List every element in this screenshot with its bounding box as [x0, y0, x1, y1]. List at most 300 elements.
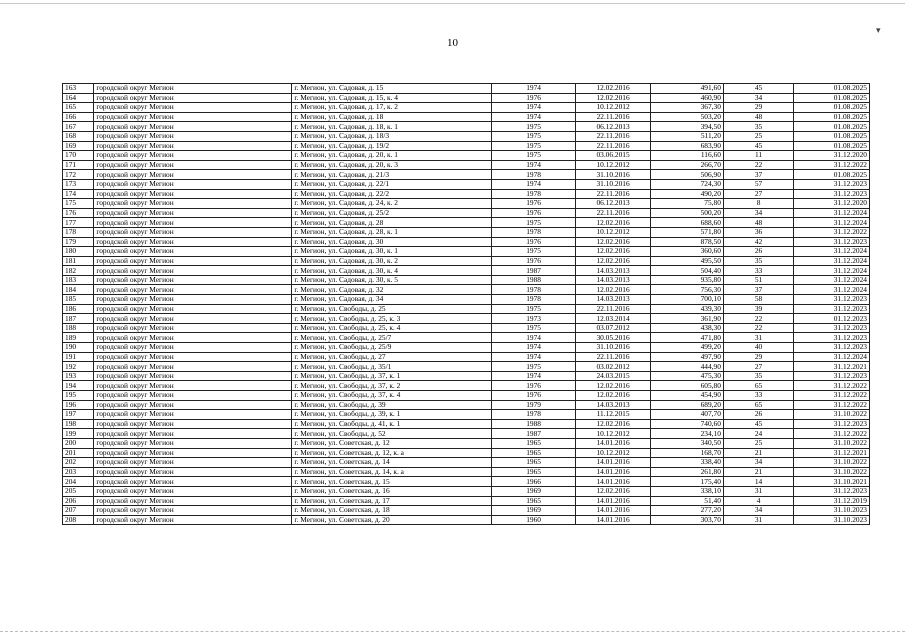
- term-date-cell: 31.12.2019: [794, 496, 870, 506]
- table-row: [63, 84, 870, 94]
- survey-date-cell: 12.02.2016: [575, 247, 651, 257]
- area-cell: 367,30: [651, 103, 723, 113]
- year-built-cell: 1960: [492, 515, 575, 525]
- wear-percent-cell: 45: [723, 141, 793, 151]
- row-number-cell: 198: [63, 419, 94, 429]
- wear-percent-cell: 37: [723, 170, 793, 180]
- year-built-cell: 1987: [492, 266, 575, 276]
- address-cell: г. Мегион, ул. Свободы, д. 37, к. 1: [292, 371, 492, 381]
- address-cell: г. Мегион, ул. Садовая, д. 30, к. 2: [292, 256, 492, 266]
- address-cell: г. Мегион, ул. Свободы, д. 37, к. 4: [292, 391, 492, 401]
- area-cell: 438,30: [651, 323, 723, 333]
- term-date-cell: 31.12.2024: [794, 218, 870, 228]
- row-number-cell: 164: [63, 93, 94, 103]
- year-built-cell: 1979: [492, 400, 575, 410]
- address-cell: г. Мегион, ул. Садовая, д. 28: [292, 218, 492, 228]
- row-number-cell: 205: [63, 486, 94, 496]
- term-date-cell: 31.10.2023: [794, 506, 870, 516]
- row-number-cell: 178: [63, 227, 94, 237]
- survey-date-cell: 22.11.2016: [575, 112, 651, 122]
- term-date-cell: 01.08.2025: [794, 93, 870, 103]
- term-date-cell: 31.12.2022: [794, 160, 870, 170]
- term-date-cell: 31.12.2022: [794, 391, 870, 401]
- area-cell: 303,70: [651, 515, 723, 525]
- area-cell: 407,70: [651, 410, 723, 420]
- table-row: [63, 515, 870, 525]
- municipality-cell: городской округ Мегион: [94, 141, 292, 151]
- area-cell: 506,90: [651, 170, 723, 180]
- term-date-cell: 31.12.2021: [794, 362, 870, 372]
- municipality-cell: городской округ Мегион: [94, 208, 292, 218]
- year-built-cell: 1976: [492, 381, 575, 391]
- year-built-cell: 1975: [492, 151, 575, 161]
- survey-date-cell: 22.11.2016: [575, 189, 651, 199]
- municipality-cell: городской округ Мегион: [94, 515, 292, 525]
- table-row: [63, 275, 870, 285]
- survey-date-cell: 14.03.2013: [575, 275, 651, 285]
- area-cell: 338,10: [651, 486, 723, 496]
- term-date-cell: 31.12.2023: [794, 189, 870, 199]
- row-number-cell: 199: [63, 429, 94, 439]
- municipality-cell: городской округ Мегион: [94, 266, 292, 276]
- wear-percent-cell: 8: [723, 199, 793, 209]
- municipality-cell: городской округ Мегион: [94, 170, 292, 180]
- municipality-cell: городской округ Мегион: [94, 227, 292, 237]
- wear-percent-cell: 14: [723, 477, 793, 487]
- address-cell: г. Мегион, ул. Свободы, д. 35/1: [292, 362, 492, 372]
- area-cell: 261,80: [651, 467, 723, 477]
- area-cell: 491,60: [651, 84, 723, 94]
- table-row: [63, 295, 870, 305]
- term-date-cell: 31.12.2023: [794, 179, 870, 189]
- table-row: [63, 170, 870, 180]
- term-date-cell: 01.08.2025: [794, 170, 870, 180]
- year-built-cell: 1969: [492, 486, 575, 496]
- term-date-cell: 31.12.2023: [794, 333, 870, 343]
- wear-percent-cell: 31: [723, 515, 793, 525]
- table-row: [63, 419, 870, 429]
- year-built-cell: 1974: [492, 84, 575, 94]
- survey-date-cell: 22.11.2016: [575, 304, 651, 314]
- term-date-cell: 01.08.2025: [794, 131, 870, 141]
- row-number-cell: 196: [63, 400, 94, 410]
- municipality-cell: городской округ Мегион: [94, 189, 292, 199]
- table-row: [63, 208, 870, 218]
- wear-percent-cell: 29: [723, 352, 793, 362]
- survey-date-cell: 10.12.2012: [575, 160, 651, 170]
- row-number-cell: 174: [63, 189, 94, 199]
- wear-percent-cell: 25: [723, 131, 793, 141]
- row-number-cell: 183: [63, 275, 94, 285]
- term-date-cell: 31.12.2023: [794, 323, 870, 333]
- row-number-cell: 207: [63, 506, 94, 516]
- wear-percent-cell: 26: [723, 410, 793, 420]
- wear-percent-cell: 22: [723, 323, 793, 333]
- term-date-cell: 31.12.2023: [794, 237, 870, 247]
- term-date-cell: 31.12.2024: [794, 352, 870, 362]
- table-row: [63, 151, 870, 161]
- address-cell: г. Мегион, ул. Свободы, д. 27: [292, 352, 492, 362]
- term-date-cell: 31.12.2024: [794, 256, 870, 266]
- municipality-cell: городской округ Мегион: [94, 458, 292, 468]
- survey-date-cell: 30.05.2016: [575, 333, 651, 343]
- row-number-cell: 201: [63, 448, 94, 458]
- row-number-cell: 204: [63, 477, 94, 487]
- year-built-cell: 1965: [492, 467, 575, 477]
- wear-percent-cell: 33: [723, 266, 793, 276]
- table-row: [63, 247, 870, 257]
- area-cell: 168,70: [651, 448, 723, 458]
- year-built-cell: 1965: [492, 448, 575, 458]
- term-date-cell: 31.12.2020: [794, 199, 870, 209]
- wear-percent-cell: 57: [723, 179, 793, 189]
- year-built-cell: 1978: [492, 285, 575, 295]
- table-row: [63, 131, 870, 141]
- term-date-cell: 31.12.2023: [794, 295, 870, 305]
- year-built-cell: 1978: [492, 227, 575, 237]
- area-cell: 504,40: [651, 266, 723, 276]
- address-cell: г. Мегион, ул. Садовая, д. 15, к. 4: [292, 93, 492, 103]
- municipality-cell: городской округ Мегион: [94, 391, 292, 401]
- table-row: [63, 438, 870, 448]
- address-cell: г. Мегион, ул. Свободы, д. 25, к. 3: [292, 314, 492, 324]
- municipality-cell: городской округ Мегион: [94, 400, 292, 410]
- row-number-cell: 202: [63, 458, 94, 468]
- survey-date-cell: 06.12.2013: [575, 199, 651, 209]
- row-number-cell: 173: [63, 179, 94, 189]
- term-date-cell: 01.12.2023: [794, 314, 870, 324]
- address-cell: г. Мегион, ул. Садовая, д. 34: [292, 295, 492, 305]
- term-date-cell: 31.12.2023: [794, 371, 870, 381]
- area-cell: 503,20: [651, 112, 723, 122]
- area-cell: 935,80: [651, 275, 723, 285]
- term-date-cell: 31.12.2022: [794, 381, 870, 391]
- row-number-cell: 179: [63, 237, 94, 247]
- year-built-cell: 1974: [492, 333, 575, 343]
- address-cell: г. Мегион, ул. Советская, д. 17: [292, 496, 492, 506]
- row-number-cell: 172: [63, 170, 94, 180]
- table-row: [63, 381, 870, 391]
- year-built-cell: 1975: [492, 131, 575, 141]
- table-row: [63, 371, 870, 381]
- table-row: [63, 458, 870, 468]
- table-row: [63, 486, 870, 496]
- year-built-cell: 1965: [492, 496, 575, 506]
- page-number: 10: [447, 37, 458, 49]
- survey-date-cell: 12.02.2016: [575, 218, 651, 228]
- area-cell: 234,10: [651, 429, 723, 439]
- address-cell: г. Мегион, ул. Советская, д. 16: [292, 486, 492, 496]
- wear-percent-cell: 25: [723, 438, 793, 448]
- area-cell: 490,20: [651, 189, 723, 199]
- address-cell: г. Мегион, ул. Садовая, д. 28, к. 1: [292, 227, 492, 237]
- table-row: [63, 506, 870, 516]
- term-date-cell: 31.12.2022: [794, 227, 870, 237]
- row-number-cell: 180: [63, 247, 94, 257]
- area-cell: 444,90: [651, 362, 723, 372]
- address-cell: г. Мегион, ул. Садовая, д. 30, к. 4: [292, 266, 492, 276]
- municipality-cell: городской округ Мегион: [94, 93, 292, 103]
- wear-percent-cell: 37: [723, 285, 793, 295]
- address-cell: г. Мегион, ул. Садовая, д. 22/1: [292, 179, 492, 189]
- address-cell: г. Мегион, ул. Садовая, д. 21/3: [292, 170, 492, 180]
- survey-date-cell: 03.07.2012: [575, 323, 651, 333]
- wear-percent-cell: 21: [723, 448, 793, 458]
- table-row: [63, 237, 870, 247]
- term-date-cell: 01.08.2025: [794, 84, 870, 94]
- address-cell: г. Мегион, ул. Садовая, д. 30, к. 5: [292, 275, 492, 285]
- term-date-cell: 01.08.2025: [794, 141, 870, 151]
- address-cell: г. Мегион, ул. Садовая, д. 18: [292, 112, 492, 122]
- year-built-cell: 1978: [492, 170, 575, 180]
- area-cell: 878,50: [651, 237, 723, 247]
- municipality-cell: городской округ Мегион: [94, 429, 292, 439]
- municipality-cell: городской округ Мегион: [94, 343, 292, 353]
- row-number-cell: 185: [63, 295, 94, 305]
- wear-percent-cell: 36: [723, 227, 793, 237]
- row-number-cell: 192: [63, 362, 94, 372]
- row-number-cell: 176: [63, 208, 94, 218]
- address-cell: г. Мегион, ул. Советская, д. 15: [292, 477, 492, 487]
- survey-date-cell: 31.10.2016: [575, 343, 651, 353]
- wear-percent-cell: 35: [723, 371, 793, 381]
- table-row: [63, 323, 870, 333]
- row-number-cell: 184: [63, 285, 94, 295]
- year-built-cell: 1974: [492, 352, 575, 362]
- year-built-cell: 1966: [492, 477, 575, 487]
- table-row: [63, 199, 870, 209]
- row-number-cell: 206: [63, 496, 94, 506]
- area-cell: 338,40: [651, 458, 723, 468]
- municipality-cell: городской округ Мегион: [94, 419, 292, 429]
- area-cell: 175,40: [651, 477, 723, 487]
- row-number-cell: 197: [63, 410, 94, 420]
- wear-percent-cell: 34: [723, 506, 793, 516]
- term-date-cell: 31.10.2021: [794, 477, 870, 487]
- municipality-cell: городской округ Мегион: [94, 467, 292, 477]
- address-cell: г. Мегион, ул. Садовая, д. 15: [292, 84, 492, 94]
- row-number-cell: 166: [63, 112, 94, 122]
- survey-date-cell: 22.11.2016: [575, 352, 651, 362]
- term-date-cell: 31.12.2023: [794, 343, 870, 353]
- year-built-cell: 1978: [492, 189, 575, 199]
- year-built-cell: 1974: [492, 103, 575, 113]
- table-row: [63, 410, 870, 420]
- area-cell: 689,20: [651, 400, 723, 410]
- municipality-cell: городской округ Мегион: [94, 371, 292, 381]
- municipality-cell: городской округ Мегион: [94, 314, 292, 324]
- wear-percent-cell: 34: [723, 208, 793, 218]
- year-built-cell: 1975: [492, 362, 575, 372]
- table-row: [63, 256, 870, 266]
- year-built-cell: 1974: [492, 343, 575, 353]
- row-number-cell: 188: [63, 323, 94, 333]
- municipality-cell: городской округ Мегион: [94, 160, 292, 170]
- municipality-cell: городской округ Мегион: [94, 131, 292, 141]
- term-date-cell: 31.10.2023: [794, 515, 870, 525]
- table-row: [63, 477, 870, 487]
- municipality-cell: городской округ Мегион: [94, 237, 292, 247]
- term-date-cell: 31.10.2022: [794, 410, 870, 420]
- year-built-cell: 1988: [492, 275, 575, 285]
- wear-percent-cell: 42: [723, 237, 793, 247]
- municipality-cell: городской округ Мегион: [94, 448, 292, 458]
- table-row: [63, 141, 870, 151]
- wear-percent-cell: 65: [723, 400, 793, 410]
- wear-percent-cell: 48: [723, 112, 793, 122]
- term-date-cell: 31.10.2022: [794, 438, 870, 448]
- address-cell: г. Мегион, ул. Садовая, д. 30, к. 1: [292, 247, 492, 257]
- scan-top-edge: [0, 3, 905, 4]
- row-number-cell: 171: [63, 160, 94, 170]
- term-date-cell: 01.08.2025: [794, 103, 870, 113]
- survey-date-cell: 10.12.2012: [575, 448, 651, 458]
- year-built-cell: 1975: [492, 304, 575, 314]
- address-cell: г. Мегион, ул. Садовая, д. 20, к. 1: [292, 151, 492, 161]
- table-row: [63, 103, 870, 113]
- municipality-cell: городской округ Мегион: [94, 381, 292, 391]
- address-cell: г. Мегион, ул. Свободы, д. 25/9: [292, 343, 492, 353]
- row-number-cell: 200: [63, 438, 94, 448]
- wear-percent-cell: 51: [723, 275, 793, 285]
- term-date-cell: 31.12.2020: [794, 151, 870, 161]
- wear-percent-cell: 34: [723, 93, 793, 103]
- row-number-cell: 190: [63, 343, 94, 353]
- table-row: [63, 429, 870, 439]
- term-date-cell: 01.08.2025: [794, 122, 870, 132]
- term-date-cell: 31.12.2023: [794, 419, 870, 429]
- term-date-cell: 31.12.2024: [794, 285, 870, 295]
- municipality-cell: городской округ Мегион: [94, 199, 292, 209]
- year-built-cell: 1974: [492, 179, 575, 189]
- table-row: [63, 304, 870, 314]
- wear-percent-cell: 4: [723, 496, 793, 506]
- address-cell: г. Мегион, ул. Садовая, д. 24, к. 2: [292, 199, 492, 209]
- address-cell: г. Мегион, ул. Садовая, д. 18, к. 1: [292, 122, 492, 132]
- term-date-cell: 31.12.2021: [794, 448, 870, 458]
- year-built-cell: 1975: [492, 122, 575, 132]
- row-number-cell: 208: [63, 515, 94, 525]
- row-number-cell: 175: [63, 199, 94, 209]
- row-number-cell: 169: [63, 141, 94, 151]
- municipality-cell: городской округ Мегион: [94, 323, 292, 333]
- address-cell: г. Мегион, ул. Садовая, д. 32: [292, 285, 492, 295]
- year-built-cell: 1973: [492, 314, 575, 324]
- term-date-cell: 31.12.2022: [794, 400, 870, 410]
- wear-percent-cell: 27: [723, 189, 793, 199]
- table-row: [63, 391, 870, 401]
- table-row: [63, 333, 870, 343]
- address-cell: г. Мегион, ул. Садовая, д. 22/2: [292, 189, 492, 199]
- year-built-cell: 1976: [492, 237, 575, 247]
- address-cell: г. Мегион, ул. Советская, д. 12: [292, 438, 492, 448]
- row-number-cell: 186: [63, 304, 94, 314]
- year-built-cell: 1975: [492, 323, 575, 333]
- wear-percent-cell: 27: [723, 362, 793, 372]
- area-cell: 756,30: [651, 285, 723, 295]
- wear-percent-cell: 33: [723, 391, 793, 401]
- survey-date-cell: 03.06.2015: [575, 151, 651, 161]
- table-row: [63, 93, 870, 103]
- address-cell: г. Мегион, ул. Советская, д. 18: [292, 506, 492, 516]
- address-cell: г. Мегион, ул. Свободы, д. 25, к. 4: [292, 323, 492, 333]
- municipality-cell: городской округ Мегион: [94, 275, 292, 285]
- municipality-cell: городской округ Мегион: [94, 295, 292, 305]
- area-cell: 700,10: [651, 295, 723, 305]
- year-built-cell: 1975: [492, 141, 575, 151]
- area-cell: 497,90: [651, 352, 723, 362]
- wear-percent-cell: 34: [723, 458, 793, 468]
- municipality-cell: городской округ Мегион: [94, 362, 292, 372]
- area-cell: 471,80: [651, 333, 723, 343]
- wear-percent-cell: 29: [723, 103, 793, 113]
- address-cell: г. Мегион, ул. Садовая, д. 17, к. 2: [292, 103, 492, 113]
- survey-date-cell: 31.10.2016: [575, 179, 651, 189]
- area-cell: 724,30: [651, 179, 723, 189]
- table-row: [63, 266, 870, 276]
- municipality-cell: городской округ Мегион: [94, 410, 292, 420]
- year-built-cell: 1976: [492, 93, 575, 103]
- survey-date-cell: 14.01.2016: [575, 477, 651, 487]
- municipality-cell: городской округ Мегион: [94, 112, 292, 122]
- municipality-cell: городской округ Мегион: [94, 151, 292, 161]
- address-cell: г. Мегион, ул. Свободы, д. 52: [292, 429, 492, 439]
- year-built-cell: 1976: [492, 391, 575, 401]
- wear-percent-cell: 11: [723, 151, 793, 161]
- row-number-cell: 181: [63, 256, 94, 266]
- row-number-cell: 191: [63, 352, 94, 362]
- table-row: [63, 362, 870, 372]
- survey-date-cell: 12.02.2016: [575, 93, 651, 103]
- survey-date-cell: 12.02.2016: [575, 237, 651, 247]
- survey-date-cell: 12.02.2016: [575, 419, 651, 429]
- municipality-cell: городской округ Мегион: [94, 477, 292, 487]
- area-cell: 360,60: [651, 247, 723, 257]
- area-cell: 740,60: [651, 419, 723, 429]
- area-cell: 361,90: [651, 314, 723, 324]
- wear-percent-cell: 48: [723, 218, 793, 228]
- housing-register-table: [62, 83, 870, 525]
- term-date-cell: 31.12.2024: [794, 208, 870, 218]
- wear-percent-cell: 39: [723, 304, 793, 314]
- survey-date-cell: 22.11.2016: [575, 141, 651, 151]
- survey-date-cell: 14.01.2016: [575, 515, 651, 525]
- area-cell: 439,30: [651, 304, 723, 314]
- address-cell: г. Мегион, ул. Садовая, д. 25/2: [292, 208, 492, 218]
- term-date-cell: 31.12.2022: [794, 429, 870, 439]
- table-row: [63, 448, 870, 458]
- address-cell: г. Мегион, ул. Советская, д. 12, к. а: [292, 448, 492, 458]
- municipality-cell: городской округ Мегион: [94, 486, 292, 496]
- survey-date-cell: 12.02.2016: [575, 256, 651, 266]
- survey-date-cell: 06.12.2013: [575, 122, 651, 132]
- wear-percent-cell: 45: [723, 84, 793, 94]
- table-row: [63, 400, 870, 410]
- address-cell: г. Мегион, ул. Советская, д. 20: [292, 515, 492, 525]
- survey-date-cell: 22.11.2016: [575, 208, 651, 218]
- address-cell: г. Мегион, ул. Садовая, д. 19/2: [292, 141, 492, 151]
- municipality-cell: городской округ Мегион: [94, 247, 292, 257]
- area-cell: 688,60: [651, 218, 723, 228]
- year-built-cell: 1975: [492, 218, 575, 228]
- table-row: [63, 343, 870, 353]
- row-number-cell: 165: [63, 103, 94, 113]
- area-cell: 340,50: [651, 438, 723, 448]
- row-number-cell: 194: [63, 381, 94, 391]
- wear-percent-cell: 22: [723, 160, 793, 170]
- term-date-cell: 31.12.2023: [794, 304, 870, 314]
- scan-mark: ▾: [876, 25, 881, 35]
